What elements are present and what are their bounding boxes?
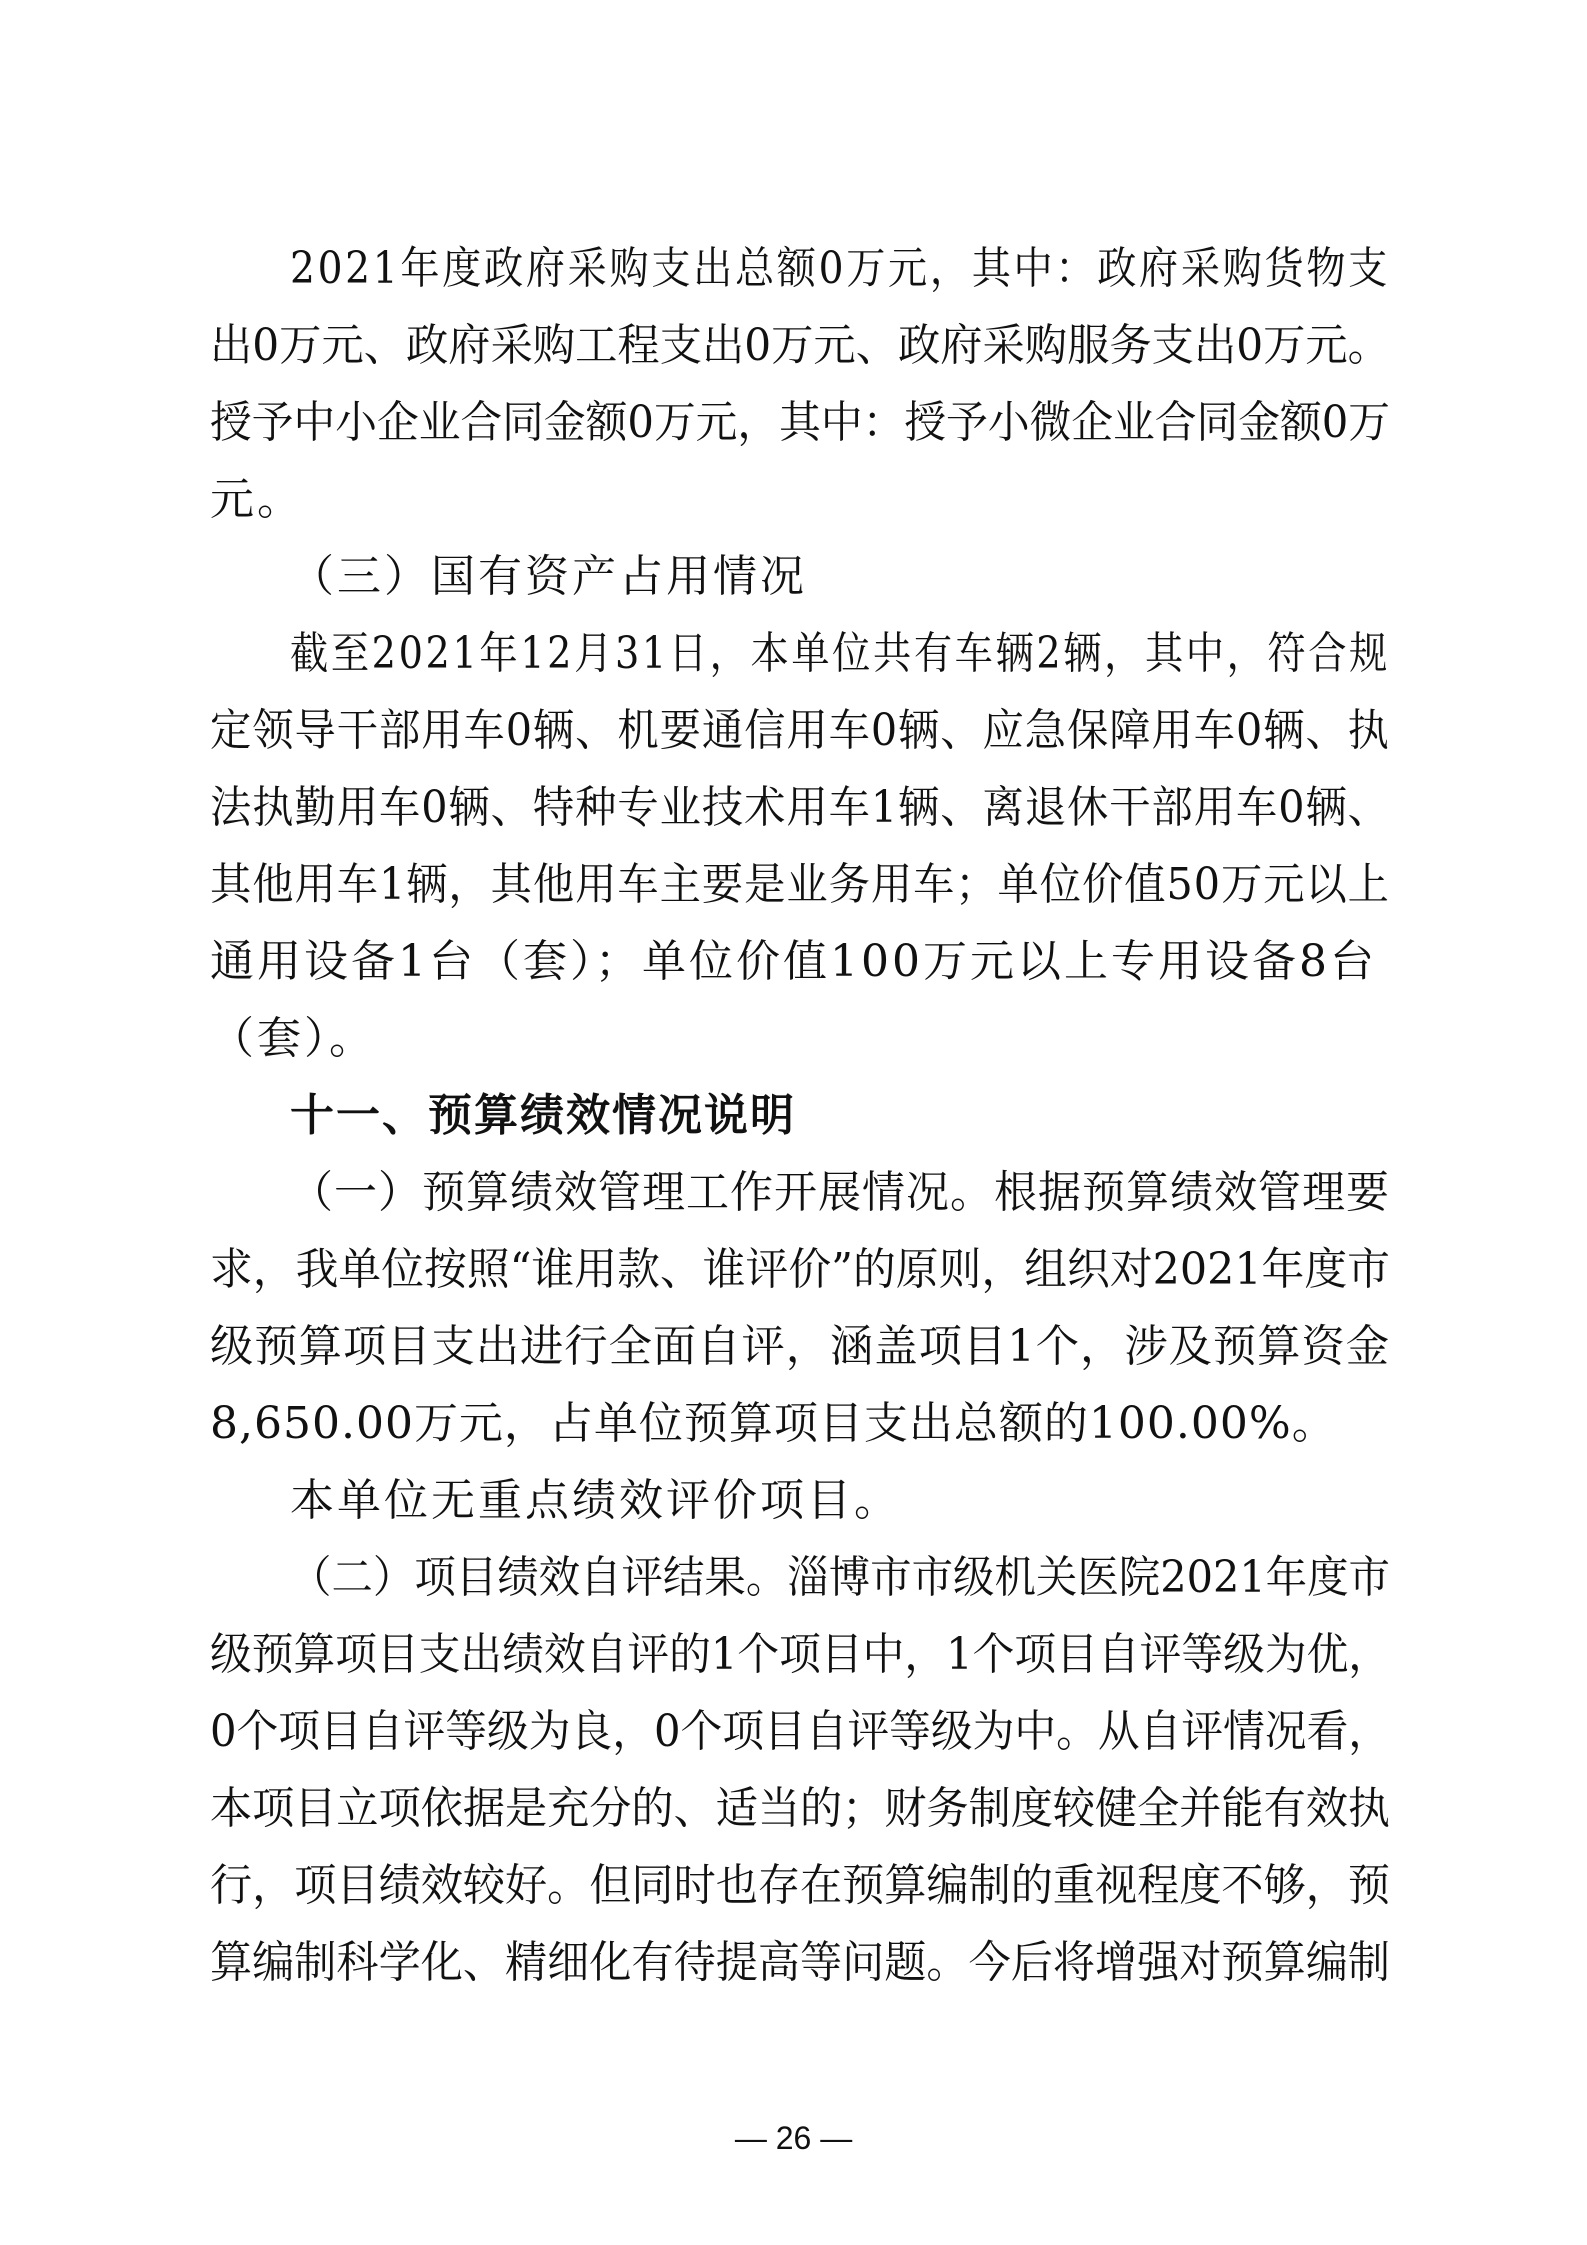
paragraph-line: 元。 (210, 474, 304, 525)
section-heading: 十一、预算绩效情况说明 (290, 1090, 796, 1141)
paragraph-line: 求，我单位按照“谁用款、谁评价”的原则，组织对2021年度市 (210, 1244, 1390, 1295)
paragraph-line: 定领导干部用车0辆、机要通信用车0辆、应急保障用车0辆、执 (210, 705, 1390, 756)
paragraph-line: 0个项目自评等级为良，0个项目自评等级为中。从自评情况看， (210, 1706, 1391, 1757)
paragraph-line: （一）预算绩效管理工作开展情况。根据预算绩效管理要 (290, 1167, 1391, 1218)
paragraph-line: 法执勤用车0辆、特种专业技术用车1辆、离退休干部用车0辆、 (210, 782, 1390, 833)
paragraph-line: （套）。 (210, 1013, 376, 1064)
paragraph-line: 2021年度政府采购支出总额0万元，其中：政府采购货物支 (290, 243, 1391, 294)
paragraph-line: 授予中小企业合同金额0万元，其中：授予小微企业合同金额0万 (210, 397, 1391, 448)
paragraph-line: 出0万元、政府采购工程支出0万元、政府采购服务支出0万元。 (210, 320, 1390, 371)
paragraph-line: 截至2021年12月31日，本单位共有车辆2辆，其中，符合规 (290, 628, 1390, 679)
paragraph-line: 通用设备1台（套）；单位价值100万元以上专用设备8台 (210, 936, 1377, 987)
paragraph-line: 行，项目绩效较好。但同时也存在预算编制的重视程度不够，预 (210, 1860, 1391, 1911)
paragraph-line: 其他用车1辆，其他用车主要是业务用车；单位价值50万元以上 (210, 859, 1390, 910)
paragraph-line: 8,650.00万元，占单位预算项目支出总额的100.00%。 (210, 1398, 1337, 1449)
paragraph-line: 本项目立项依据是充分的、适当的；财务制度较健全并能有效执 (210, 1783, 1391, 1834)
paragraph-line: 级预算项目支出进行全面自评，涵盖项目1个，涉及预算资金 (210, 1321, 1391, 1372)
paragraph-line: 算编制科学化、精细化有待提高等问题。今后将增强对预算编制 (210, 1937, 1391, 1988)
paragraph-line: 级预算项目支出绩效自评的1个项目中，1个项目自评等级为优， (210, 1629, 1391, 1680)
paragraph-line: （二）项目绩效自评结果。淄博市市级机关医院2021年度市 (290, 1552, 1391, 1603)
paragraph-line: 本单位无重点绩效评价项目。 (290, 1475, 901, 1526)
section-subheading: （三）国有资产占用情况 (290, 551, 807, 602)
page-number: — 26 — (734, 2120, 853, 2156)
